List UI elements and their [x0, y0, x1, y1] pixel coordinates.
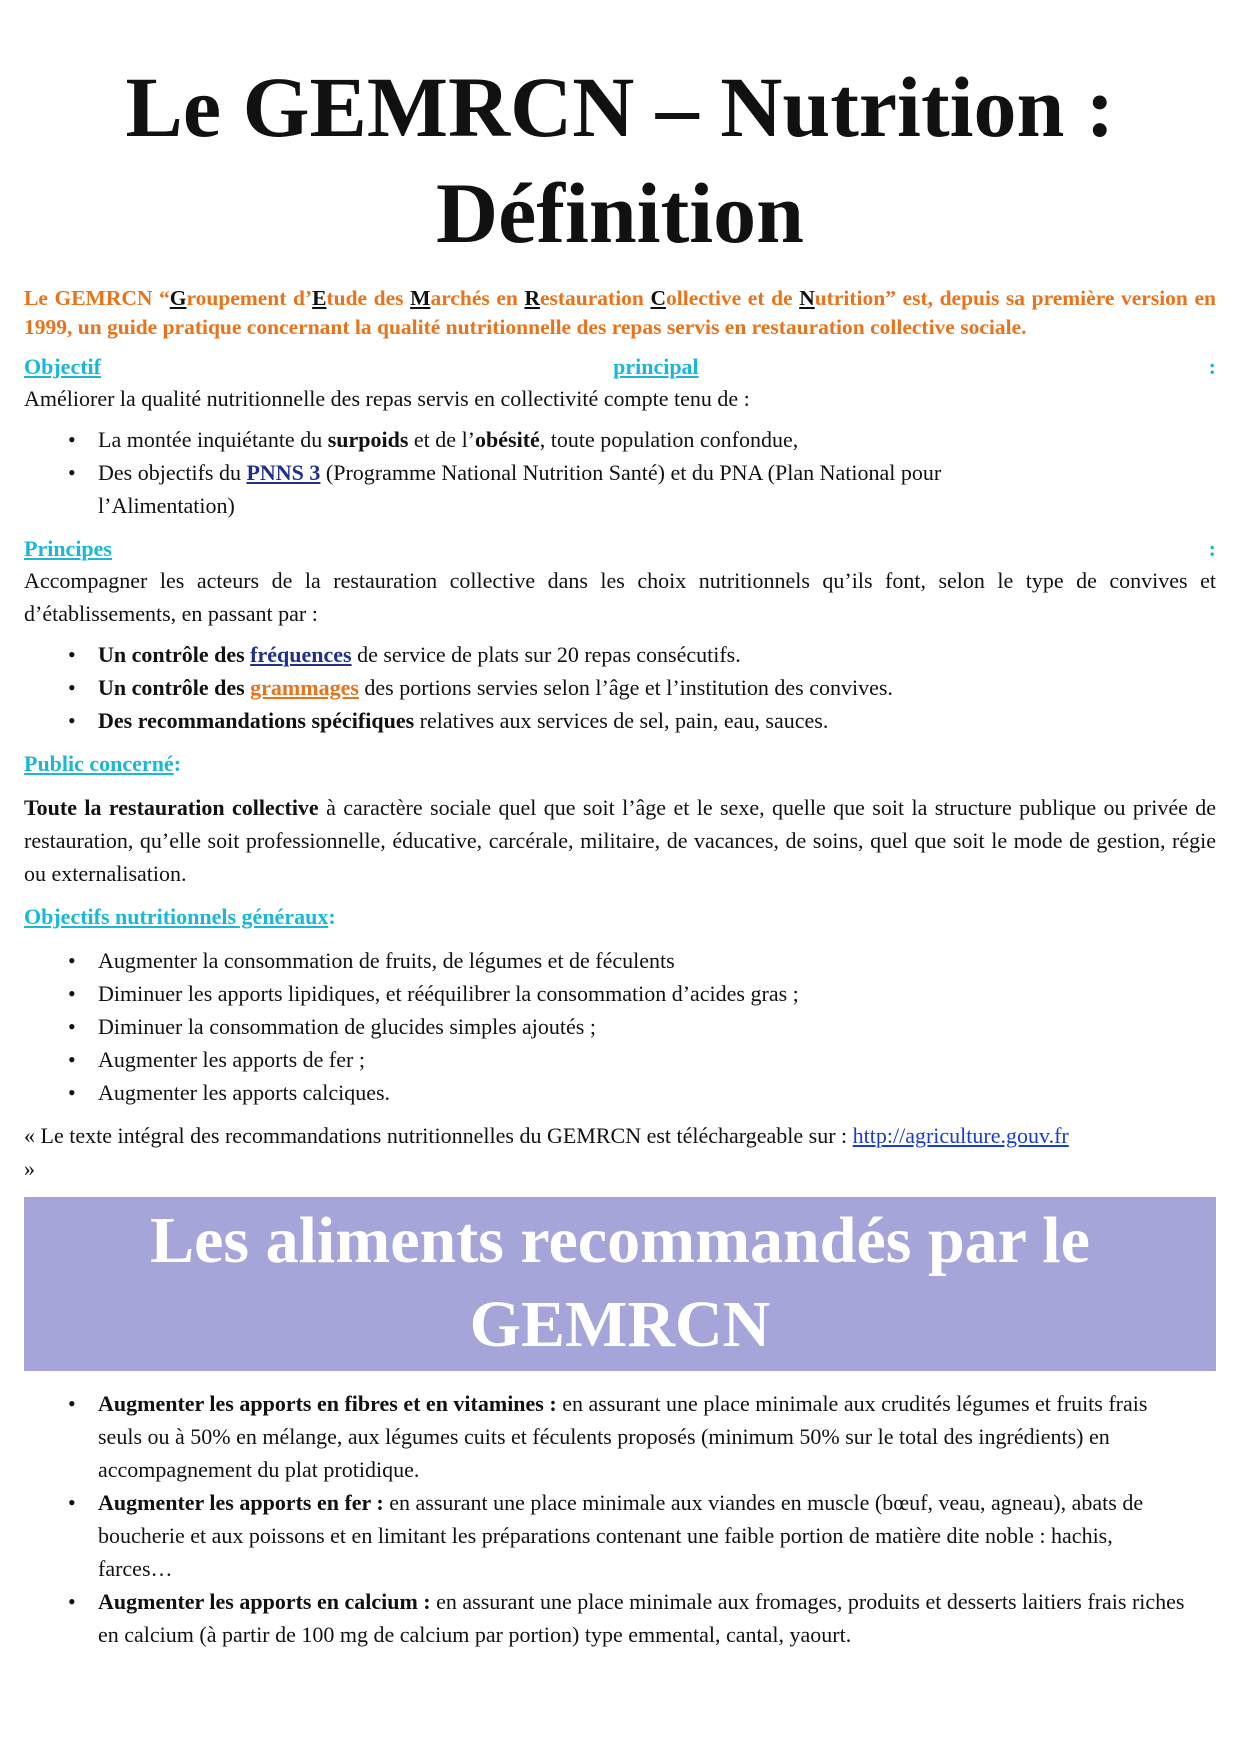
- grammages-link[interactable]: grammages: [250, 675, 359, 700]
- list-item: [98, 704, 1216, 737]
- heading-word: principal: [613, 354, 699, 379]
- objectifs-generaux-list: [24, 944, 1216, 1109]
- pnns-link[interactable]: PNNS 3: [246, 460, 321, 485]
- acronym-letter-n: N: [799, 286, 815, 310]
- bold-term: Augmenter les apports en fer :: [98, 1490, 384, 1515]
- list-item: • Augmenter les apports de fer ;: [98, 1043, 1216, 1076]
- bold-term: surpoids: [327, 427, 409, 452]
- texte-integral-paragraph: [24, 1119, 1216, 1185]
- paragraph-text: à caractère sociale quel que soit l’âge et le sexe, quelle que soit la structure publique ou privée de restauration, qu’elle soit professionnelle, éducative, carcérale, militaire, de vacances, de soins, quel que soit le mode de gestion, régie ou externalisation.: [24, 795, 1217, 886]
- list-item: [98, 1585, 1216, 1651]
- banner-line-1: Les aliments recommandés par le: [150, 1204, 1090, 1277]
- bold-term: Augmenter les apports en fibres et en vitamines :: [98, 1391, 557, 1416]
- intro-text: Le GEMRCN “: [24, 286, 170, 310]
- list-item: [98, 638, 1216, 671]
- list-text: en assurant une place minimale aux crudités légumes et fruits frais seuls ou à 50% en mélange, aux légumes cuits et féculents proposés (minimum 50% sur le total des ingrédients) en accompagnement du plat protidique.: [98, 1391, 1148, 1482]
- bold-term: Un contrôle des: [98, 642, 251, 667]
- list-text: Des objectifs du: [98, 460, 247, 485]
- banner-line-2: GEMRCN: [469, 1288, 771, 1361]
- principes-text: Accompagner les acteurs de la restauration collective dans les choix nutritionnels qu’ils font, selon le type de convives et d’établissements, en passant par :: [24, 568, 1216, 626]
- acronym-letter-g: G: [169, 286, 187, 310]
- list-item: [98, 423, 1216, 456]
- page-title: [24, 54, 1216, 266]
- intro-text: archés en: [430, 286, 525, 310]
- objectif-heading-label: [24, 352, 1209, 382]
- intro-text: roupement d’: [186, 286, 313, 310]
- list-text: (Programme National Nutrition Santé) et du PNA (Plan National pour l’Alimentation): [98, 460, 942, 518]
- heading-colon: :: [173, 751, 182, 776]
- list-item: • Diminuer la consommation de glucides simples ajoutés ;: [98, 1010, 1216, 1043]
- bold-term: Un contrôle des: [98, 675, 251, 700]
- list-text: de service de plats sur 20 repas consécutifs.: [351, 642, 741, 667]
- objectif-text: Améliorer la qualité nutritionnelle des repas servis en collectivité compte tenu de :: [24, 386, 750, 411]
- public-text: [24, 791, 1216, 890]
- list-text: , toute population confondue,: [539, 427, 799, 452]
- acronym-letter-m: M: [410, 286, 431, 310]
- section-banner: [24, 1197, 1216, 1371]
- list-item: • Diminuer les apports lipidiques, et rééquilibrer la consommation d’acides gras ;: [98, 977, 1216, 1010]
- public-heading-label: Public concerné: [24, 751, 174, 776]
- acronym-letter-c: C: [650, 286, 666, 310]
- paragraph-text: « Le texte intégral des recommandations nutritionnelles du GEMRCN est téléchargeable sur :: [24, 1123, 853, 1148]
- bold-term: Toute la restauration collective: [24, 795, 319, 820]
- heading-colon: :: [328, 904, 336, 929]
- list-item: [98, 456, 1216, 522]
- list-text: en assurant une place minimale aux viandes en muscle (bœuf, veau, agneau), abats de boucherie et aux poissons et en limitant les préparations contenant une faible portion de matière dite noble : hachis, farces…: [98, 1490, 1144, 1581]
- objectifs-generaux-heading-label: Objectifs nutritionnels généraux: [24, 904, 329, 929]
- title-line-2: Définition: [436, 165, 804, 261]
- bold-term: obésité: [475, 427, 540, 452]
- list-text: relatives aux services de sel, pain, eau, sauces.: [414, 708, 829, 733]
- principes-heading-label: Principes: [24, 536, 112, 561]
- title-line-1: Le GEMRCN – Nutrition :: [125, 59, 1115, 155]
- list-text: et de l’: [408, 427, 476, 452]
- frequences-link[interactable]: fréquences: [250, 642, 352, 667]
- section-heading-objectif: [24, 352, 1216, 382]
- heading-word: Objectif: [24, 354, 101, 379]
- intro-text: ollective et de: [666, 286, 800, 310]
- document-page: [24, 0, 1216, 1651]
- paragraph-text: »: [24, 1156, 35, 1181]
- heading-colon: :: [1208, 354, 1216, 379]
- heading-colon: :: [1208, 536, 1216, 561]
- acronym-letter-r: R: [524, 286, 540, 310]
- list-item: [98, 671, 1216, 704]
- acronym-letter-e: E: [312, 286, 327, 310]
- objectif-list: [24, 423, 1216, 522]
- intro-text: estauration: [539, 286, 651, 310]
- list-item: [98, 1387, 1216, 1486]
- list-item: • Augmenter les apports calciques.: [98, 1076, 1216, 1109]
- list-text: des portions servies selon l’âge et l’institution des convives.: [358, 675, 893, 700]
- list-text: La montée inquiétante du: [98, 427, 328, 452]
- agriculture-link[interactable]: http://agriculture.gouv.fr: [852, 1123, 1069, 1148]
- aliments-list: [24, 1387, 1216, 1651]
- list-item: • Augmenter la consommation de fruits, de légumes et de féculents: [98, 944, 1216, 977]
- list-text: en assurant une place minimale aux fromages, produits et desserts laitiers frais riches en calcium (à partir de 100 mg de calcium par portion) type emmental, cantal, yaourt.: [98, 1589, 1185, 1647]
- section-heading-objectifs-generaux: [24, 902, 1216, 932]
- intro-text: utrition” est, depuis sa première version en 1999, un guide pratique concernant la qualité nutritionnelle des repas servis en restauration collective sociale.: [24, 286, 1216, 339]
- bold-term: Des recommandations spécifiques: [98, 708, 415, 733]
- section-heading-principes: [24, 534, 1216, 564]
- bold-term: Augmenter les apports en calcium :: [98, 1589, 431, 1614]
- principes-list: [24, 638, 1216, 737]
- section-heading-public: [24, 749, 1216, 779]
- list-item: [98, 1486, 1216, 1585]
- intro-paragraph: [24, 284, 1216, 342]
- intro-text: tude des: [326, 286, 411, 310]
